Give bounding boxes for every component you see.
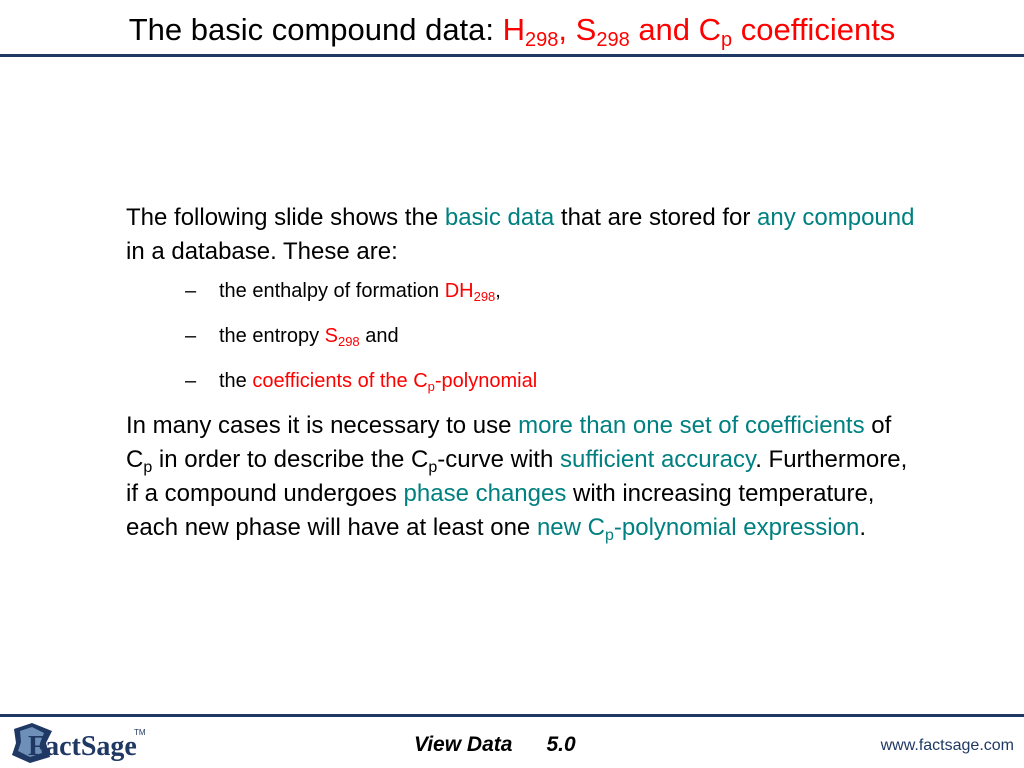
highlight-phase-changes: phase changes — [403, 480, 567, 507]
bullet-list — [126, 279, 916, 393]
logo-wordmark: FactSage — [28, 731, 137, 762]
header-divider — [0, 54, 1024, 57]
title-h: $H_{298}$ — [502, 12, 559, 51]
body-paragraph: In many cases it is necessary to use more than one set of coefficients of $C_p$ in order to describe the $C_p$-curve with sufficient accuracy. Furthermore, if a compound undergoes phase changes with increasing temperature, each new phase will have at least one new $C_p$-polynomial expression. — [126, 412, 908, 544]
footer-section-label: View Data — [414, 733, 513, 756]
footer-section — [414, 733, 576, 757]
logo-trademark: TM — [134, 728, 146, 737]
entropy-symbol: $S_{298}$ — [324, 325, 360, 349]
footer-url-link[interactable]: www.factsage.com — [880, 737, 1014, 754]
slide-header — [0, 0, 1024, 58]
bullet-dash: – — [185, 325, 197, 347]
title-s: $S_{298}$ — [575, 12, 630, 51]
title-comma: , — [558, 12, 576, 47]
title-lead: The basic compound data: — [128, 12, 503, 47]
enthalpy-symbol: $DH_{298}$ — [444, 280, 496, 304]
highlight-basic-data: basic data — [444, 204, 555, 231]
factsage-logo — [6, 721, 156, 765]
cp-polynomial-text: coefficients of the $C_p$-polynomial — [252, 370, 538, 394]
footer-divider — [0, 714, 1024, 717]
slide-title — [0, 10, 1024, 50]
title-cp: and $C_p$ coefficients — [629, 12, 896, 51]
highlight-more-than-one-set: more than one set of coefficients — [518, 412, 865, 439]
intro-paragraph: The following slide shows the basic data that are stored for any compound in a database. These are: — [126, 204, 915, 265]
slide-content — [126, 201, 916, 545]
bullet-dash: – — [185, 280, 197, 302]
bullet-dash: – — [185, 370, 197, 392]
highlight-any-compound: any compound — [757, 204, 915, 231]
bullet-coefficients: – the coefficients of the $C_p$-polynomial — [185, 370, 538, 394]
footer-version: 5.0 — [546, 733, 576, 756]
highlight-sufficient-accuracy: sufficient accuracy — [560, 446, 756, 473]
bullet-entropy: – the entropy $S_{298}$ and — [185, 325, 399, 349]
highlight-new-cp-polynomial: new $C_p$-polynomial expression — [536, 514, 860, 544]
bullet-enthalpy: – the enthalpy of formation $DH_{298}$, — [185, 280, 501, 304]
